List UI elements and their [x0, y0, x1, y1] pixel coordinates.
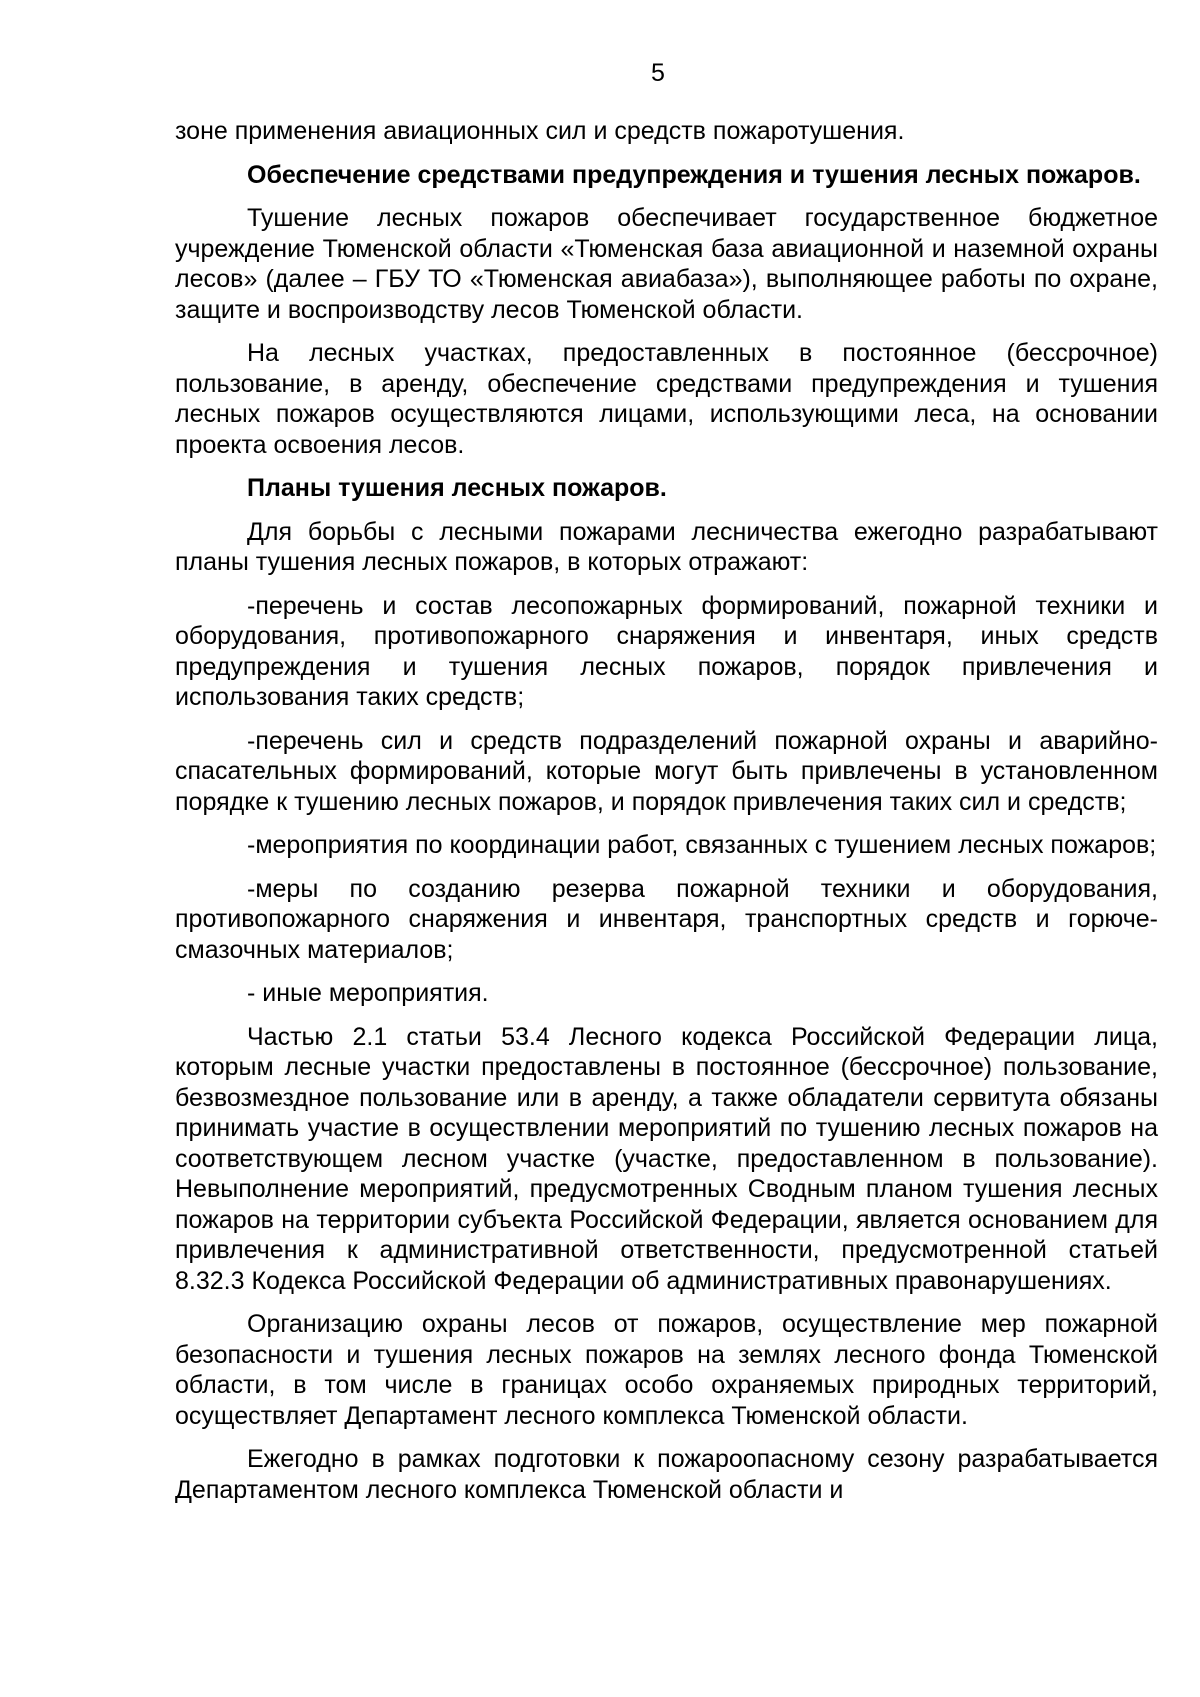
page-number: 5 — [651, 59, 665, 87]
paragraph: Частью 2.1 статьи 53.4 Лесного кодекса Российской Федерации лица, которым лесные участки предоставлены в постоянное (бессрочное) пользование, безвозмездное пользование или в аренду, а также обладатели сервитута обязаны принимать участие в осуществлении мероприятий по тушению лесных пожаров на соответствующем лесном участке (участке, предоставленном в пользование). Невыполнение мероприятий, предусмотренных Сводным планом тушения лесных пожаров на территории субъекта Российской Федерации, является основанием для привлечения к административной ответственности, предусмотренной статьей 8.32.3 Кодекса Российской Федерации об административных правонарушениях. — [175, 1022, 1158, 1295]
paragraph: Тушение лесных пожаров обеспечивает государственное бюджетное учреждение Тюменской области «Тюменская база авиационной и наземной охраны лесов» (далее – ГБУ ТО «Тюменская авиабаза»), выполняющее работы по охране, защите и воспроизводству лесов Тюменской области. — [175, 204, 1158, 324]
list-item: -меры по созданию резерва пожарной техники и оборудования, противопожарного снаряжения и инвентаря, транспортных средств и горюче-смазочных материалов; — [175, 874, 1158, 964]
paragraph-continuation: зоне применения авиационных сил и средств пожаротушения. — [175, 117, 905, 145]
list-item: -перечень сил и средств подразделений пожарной охраны и аварийно-спасательных формирований, которые могут быть привлечены в установленном порядке к тушению лесных пожаров, и порядок привлечения таких сил и средств; — [175, 726, 1158, 816]
section-heading-fire-prevention-means: Обеспечение средствами предупреждения и тушения лесных пожаров. — [247, 160, 1141, 189]
paragraph: На лесных участках, предоставленных в постоянное (бессрочное) пользование, в аренду, обеспечение средствами предупреждения и тушения лесных пожаров осуществляются лицами, использующими леса, на основании проекта освоения лесов. — [175, 339, 1158, 459]
paragraph: Для борьбы с лесными пожарами лесничества ежегодно разрабатывают планы тушения лесных пожаров, в которых отражают: — [175, 517, 1158, 576]
list-item: -перечень и состав лесопожарных формирований, пожарной техники и оборудования, противопожарного снаряжения и инвентаря, иных средств предупреждения и тушения лесных пожаров, порядок привлечения и использования таких средств; — [175, 591, 1158, 711]
document-body — [175, 116, 1158, 1518]
paragraph: Организацию охраны лесов от пожаров, осуществление мер пожарной безопасности и тушения лесных пожаров на землях лесного фонда Тюменской области, в том числе в границах особо охраняемых природных территорий, осуществляет Департамент лесного комплекса Тюменской области. — [175, 1310, 1158, 1430]
list-item: - иные мероприятия. — [247, 979, 489, 1007]
list-item: -мероприятия по координации работ, связанных с тушением лесных пожаров; — [247, 831, 1157, 859]
paragraph: Ежегодно в рамках подготовки к пожароопасному сезону разрабатывается Департаментом лесного комплекса Тюменской области и — [175, 1445, 1158, 1504]
section-heading-fire-plans: Планы тушения лесных пожаров. — [247, 474, 667, 502]
